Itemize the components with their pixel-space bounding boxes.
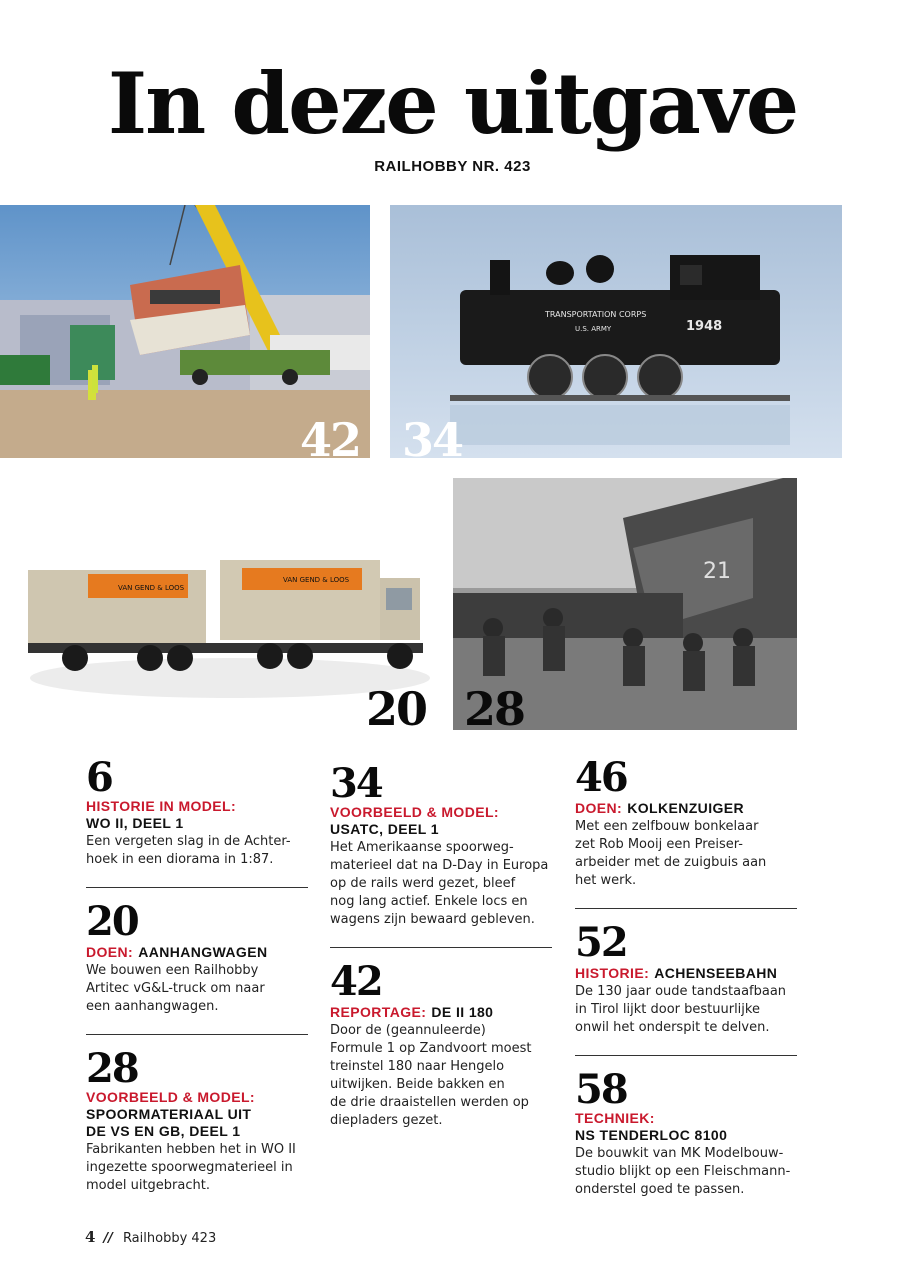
- truck-text-2: VAN GEND & LOOS: [283, 576, 350, 584]
- toc-page-number: 28: [86, 1045, 138, 1092]
- photo-number-28: 28: [464, 682, 525, 736]
- toc-category: HISTORIE:: [575, 965, 650, 981]
- loco-text-1: TRANSPORTATION CORPS: [545, 310, 647, 319]
- toc-column-right: [575, 754, 797, 1199]
- photo-number-34: 34: [402, 413, 463, 467]
- toc-headline: NS TENDERLOC 8100: [575, 1127, 728, 1143]
- toc-category: VOORBEELD & MODEL:: [86, 1089, 255, 1105]
- page-footer: [85, 1228, 216, 1246]
- toc-description: Het Amerikaanse spoorweg- materieel dat na D-Day in Europa op de rails werd gezet, bleef nog lang actief. Enkele locs en wagens zijn bewaard gebleven.: [330, 840, 549, 927]
- toc-category: VOORBEELD & MODEL:: [330, 804, 499, 820]
- toc-column-left: [86, 754, 308, 1195]
- footer-separator: //: [103, 1231, 113, 1246]
- toc-column-middle: [330, 760, 552, 1130]
- toc-page-number: 52: [575, 919, 627, 966]
- toc-page-number: 46: [575, 754, 627, 801]
- issue-subtitle: RAILHOBBY NR. 423: [374, 158, 531, 175]
- toc-headline: DE II 180: [431, 1004, 494, 1020]
- toc-item-28[interactable]: [86, 1045, 308, 1195]
- page-title: In deze uitgave: [107, 54, 798, 153]
- toc-description: Een vergeten slag in de Achter- hoek in een diorama in 1:87.: [86, 834, 291, 867]
- toc-page-number: 20: [86, 898, 138, 945]
- toc-description: De bouwkit van MK Modelbouw- studio blijkt op een Fleischmann- onderstel goed te passen.: [575, 1146, 791, 1197]
- toc-headline: ACHENSEEBAHN: [654, 965, 778, 981]
- toc-description: Met een zelfbouw bonkelaar zet Rob Mooij een Preiser- arbeider met de zuigbuis aan het werk.: [575, 819, 767, 888]
- divider: [575, 908, 797, 909]
- toc-description: We bouwen een Railhobby Artitec vG&L-truck om naar een aanhangwagen.: [86, 963, 265, 1014]
- divider: [330, 947, 552, 948]
- photo-number-42: 42: [300, 413, 361, 467]
- toc-description: Door de (geannuleerde) Formule 1 op Zandvoort moest treinstel 180 naar Hengelo uitwijken. Beide bakken en de drie draaistellen werden op diepladers gezet.: [330, 1023, 532, 1128]
- toc-item-42[interactable]: [330, 958, 552, 1130]
- toc-page-number: 34: [330, 760, 382, 807]
- toc-item-20[interactable]: [86, 898, 308, 1016]
- toc-item-46[interactable]: [575, 754, 797, 890]
- truck-text-1: VAN GEND & LOOS: [118, 584, 185, 592]
- toc-page-number: 42: [330, 958, 382, 1005]
- footer-page-number: 4: [85, 1228, 96, 1246]
- toc-description: De 130 jaar oude tandstaafbaan in Tirol lijkt door bestuurlijke onwil het onderspit te delven.: [575, 984, 787, 1035]
- toc-headline: KOLKENZUIGER: [627, 800, 745, 816]
- divider: [575, 1055, 797, 1056]
- toc-headline: USATC, DEEL 1: [330, 821, 439, 837]
- divider: [86, 887, 308, 888]
- photo-number-20: 20: [366, 682, 427, 736]
- toc-headline: SPOORMATERIAAL UIT DE VS EN GB, DEEL 1: [86, 1106, 252, 1139]
- toc-headline: AANHANGWAGEN: [138, 944, 268, 960]
- toc-category: TECHNIEK:: [575, 1110, 655, 1126]
- loco-text-2: U.S. ARMY: [575, 325, 612, 333]
- toc-item-52[interactable]: [575, 919, 797, 1037]
- toc-page-number: 6: [86, 754, 112, 801]
- toc-category: HISTORIE IN MODEL:: [86, 798, 237, 814]
- toc-headline: WO II, DEEL 1: [86, 815, 184, 831]
- loco-number: 1948: [686, 319, 723, 334]
- footer-magazine: Railhobby 423: [122, 1231, 217, 1246]
- toc-item-58[interactable]: [575, 1066, 797, 1199]
- divider: [86, 1034, 308, 1035]
- toc-category: DOEN:: [86, 944, 134, 960]
- toc-page-number: 58: [575, 1066, 627, 1113]
- ship-number: 21: [703, 559, 731, 584]
- toc-item-34[interactable]: [330, 760, 552, 929]
- toc-item-6[interactable]: [86, 754, 308, 869]
- toc-description: Fabrikanten hebben het in WO II ingezette spoorwegmaterieel in model uitgebracht.: [86, 1142, 296, 1193]
- toc-category: DOEN:: [575, 800, 623, 816]
- toc-category: REPORTAGE:: [330, 1004, 427, 1020]
